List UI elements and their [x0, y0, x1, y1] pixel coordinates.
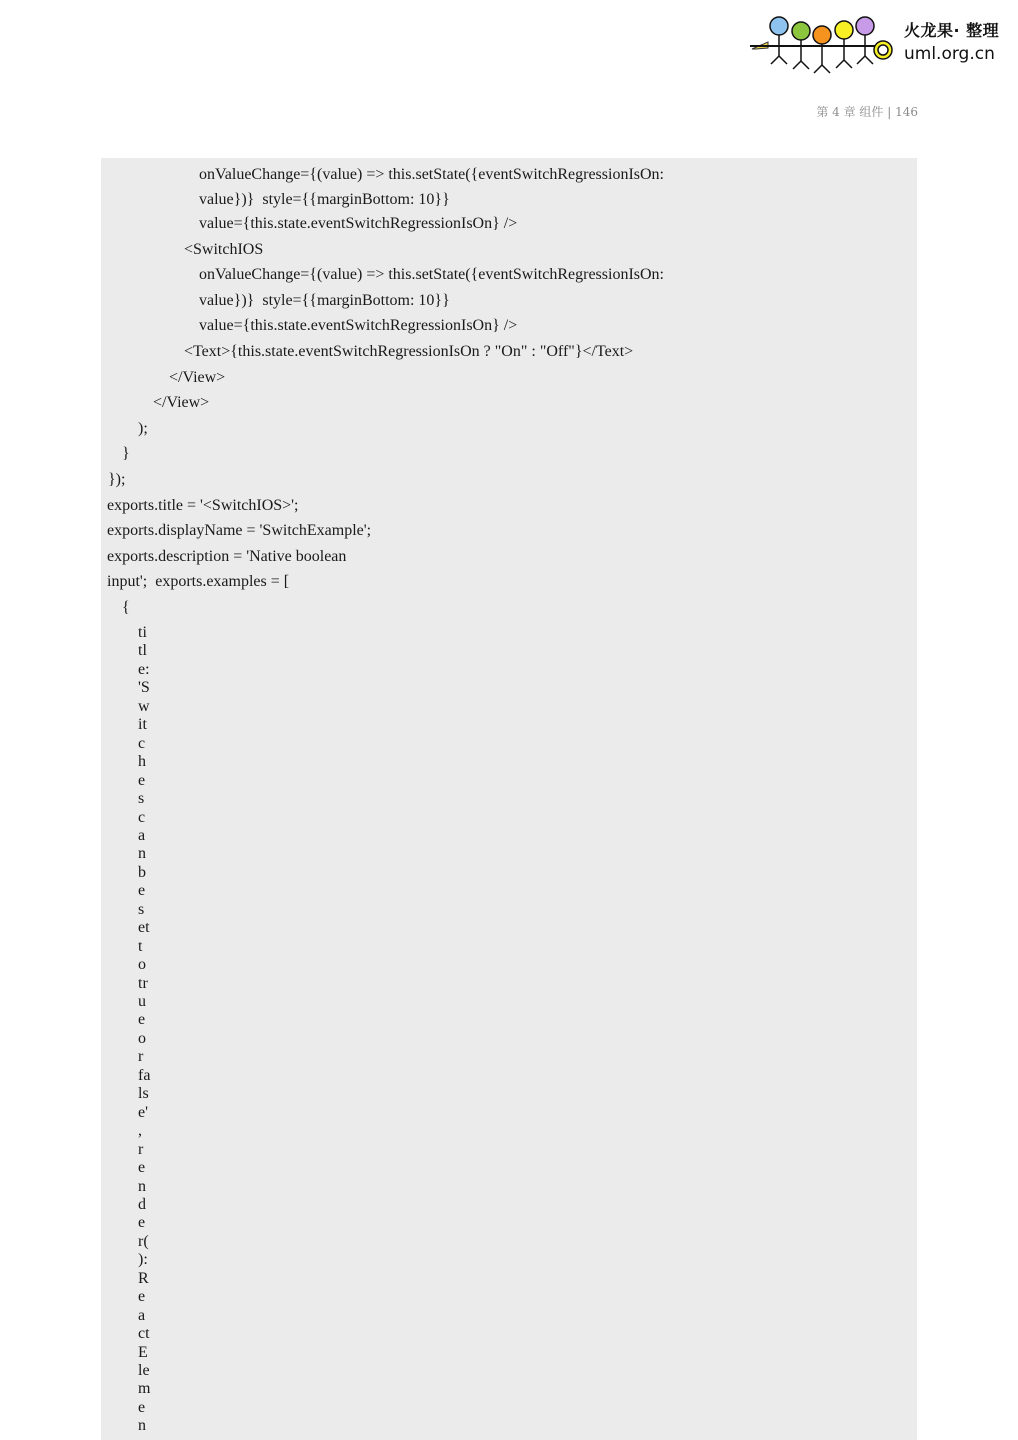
- wrapped-code-fragment: it: [138, 716, 147, 734]
- wrapped-code-fragment: m: [138, 1380, 151, 1398]
- wrapped-code-fragment: e:: [138, 660, 150, 678]
- wrapped-code-fragment: ):: [138, 1251, 148, 1269]
- wrapped-code-fragment: et: [138, 919, 150, 937]
- logo: [748, 12, 1010, 78]
- wrapped-code-fragment: e: [138, 882, 146, 900]
- wrapped-code-fragment: tr: [138, 974, 148, 992]
- wrapped-code-fragment: a: [138, 826, 146, 844]
- wrapped-code-fragment: tl: [138, 642, 147, 660]
- code-line: }: [122, 445, 130, 462]
- wrapped-code-fragment: b: [138, 863, 146, 881]
- wrapped-code-fragment: u: [138, 993, 146, 1010]
- code-line: </View>: [153, 394, 210, 411]
- wrapped-code-fragment: o: [138, 956, 146, 974]
- wrapped-code-fragment: R: [138, 1269, 149, 1287]
- wrapped-code-fragment: d: [138, 1195, 146, 1213]
- wrapped-code-fragment: c: [138, 808, 146, 826]
- wrapped-code-fragment: r: [138, 1048, 144, 1066]
- wrapped-code-fragment: E: [138, 1343, 148, 1361]
- wrapped-code-fragment: s: [138, 900, 145, 918]
- code-line: value})} style={{marginBottom: 10}}: [199, 292, 450, 309]
- code-line: </View>: [169, 369, 226, 386]
- wrapped-code-fragment: n: [138, 1177, 146, 1195]
- wrapped-code-fragment: t: [138, 937, 143, 955]
- code-line: );: [138, 420, 148, 437]
- wrapped-code-fragment: h: [138, 753, 146, 771]
- wrapped-code-fragment: ls: [138, 1085, 149, 1103]
- wrapped-code-fragment: ,: [138, 1122, 142, 1140]
- wrapped-code-fragment: o: [138, 1029, 146, 1047]
- code-line: exports.displayName = 'SwitchExample';: [107, 522, 372, 539]
- page-header: 第 4 章 组件 | 146: [816, 105, 918, 119]
- wrapped-code-fragment: ct: [138, 1325, 150, 1343]
- logo-stick-figures-icon: [748, 12, 898, 78]
- wrapped-code-fragment: r(: [138, 1232, 149, 1250]
- wrapped-code-fragment: n: [138, 1417, 146, 1435]
- code-line: value={this.state.eventSwitchRegressionIsOn} />: [199, 317, 518, 334]
- code-line: {: [122, 599, 130, 616]
- code-line: <SwitchIOS: [184, 241, 264, 258]
- wrapped-code-fragment: a: [138, 1306, 146, 1324]
- code-line: value={this.state.eventSwitchRegressionIsOn} />: [199, 215, 518, 232]
- wrapped-code-fragment: n: [138, 845, 146, 863]
- logo-url: uml.org.cn: [904, 44, 995, 64]
- wrapped-code-fragment: e: [138, 1398, 146, 1416]
- code-line: onValueChange={(value) => this.setState({eventSwitchRegressionIsOn:: [199, 266, 664, 283]
- wrapped-code-fragment: e: [138, 1011, 146, 1029]
- wrapped-code-fragment: e: [138, 1159, 146, 1177]
- wrapped-code-fragment: ti: [138, 624, 147, 641]
- code-line: exports.title = '<SwitchIOS>';: [107, 497, 299, 514]
- code-line: });: [108, 471, 126, 488]
- code-line: input'; exports.examples = [: [107, 573, 290, 590]
- wrapped-code-fragment: r: [138, 1140, 144, 1158]
- wrapped-code-fragment: fa: [138, 1066, 151, 1084]
- wrapped-code-fragment: 'S: [138, 679, 150, 697]
- code-line: onValueChange={(value) => this.setState({eventSwitchRegressionIsOn:: [199, 166, 664, 183]
- code-line: <Text>{this.state.eventSwitchRegressionIsOn ? "On" : "Off"}</Text>: [184, 343, 634, 360]
- wrapped-code-fragment: e': [138, 1103, 148, 1121]
- wrapped-code-fragment: w: [138, 697, 150, 715]
- wrapped-code-fragment: s: [138, 790, 145, 808]
- code-line: exports.description = 'Native boolean: [107, 548, 347, 565]
- wrapped-code-fragment: e: [138, 1288, 146, 1306]
- wrapped-code-fragment: e: [138, 1214, 146, 1232]
- code-block: [101, 158, 917, 1440]
- wrapped-code-fragment: c: [138, 734, 146, 752]
- wrapped-code-fragment: le: [138, 1362, 150, 1379]
- code-line: value})} style={{marginBottom: 10}}: [199, 191, 450, 208]
- wrapped-code-fragment: e: [138, 771, 146, 789]
- logo-name: 火龙果· 整理: [904, 21, 1000, 40]
